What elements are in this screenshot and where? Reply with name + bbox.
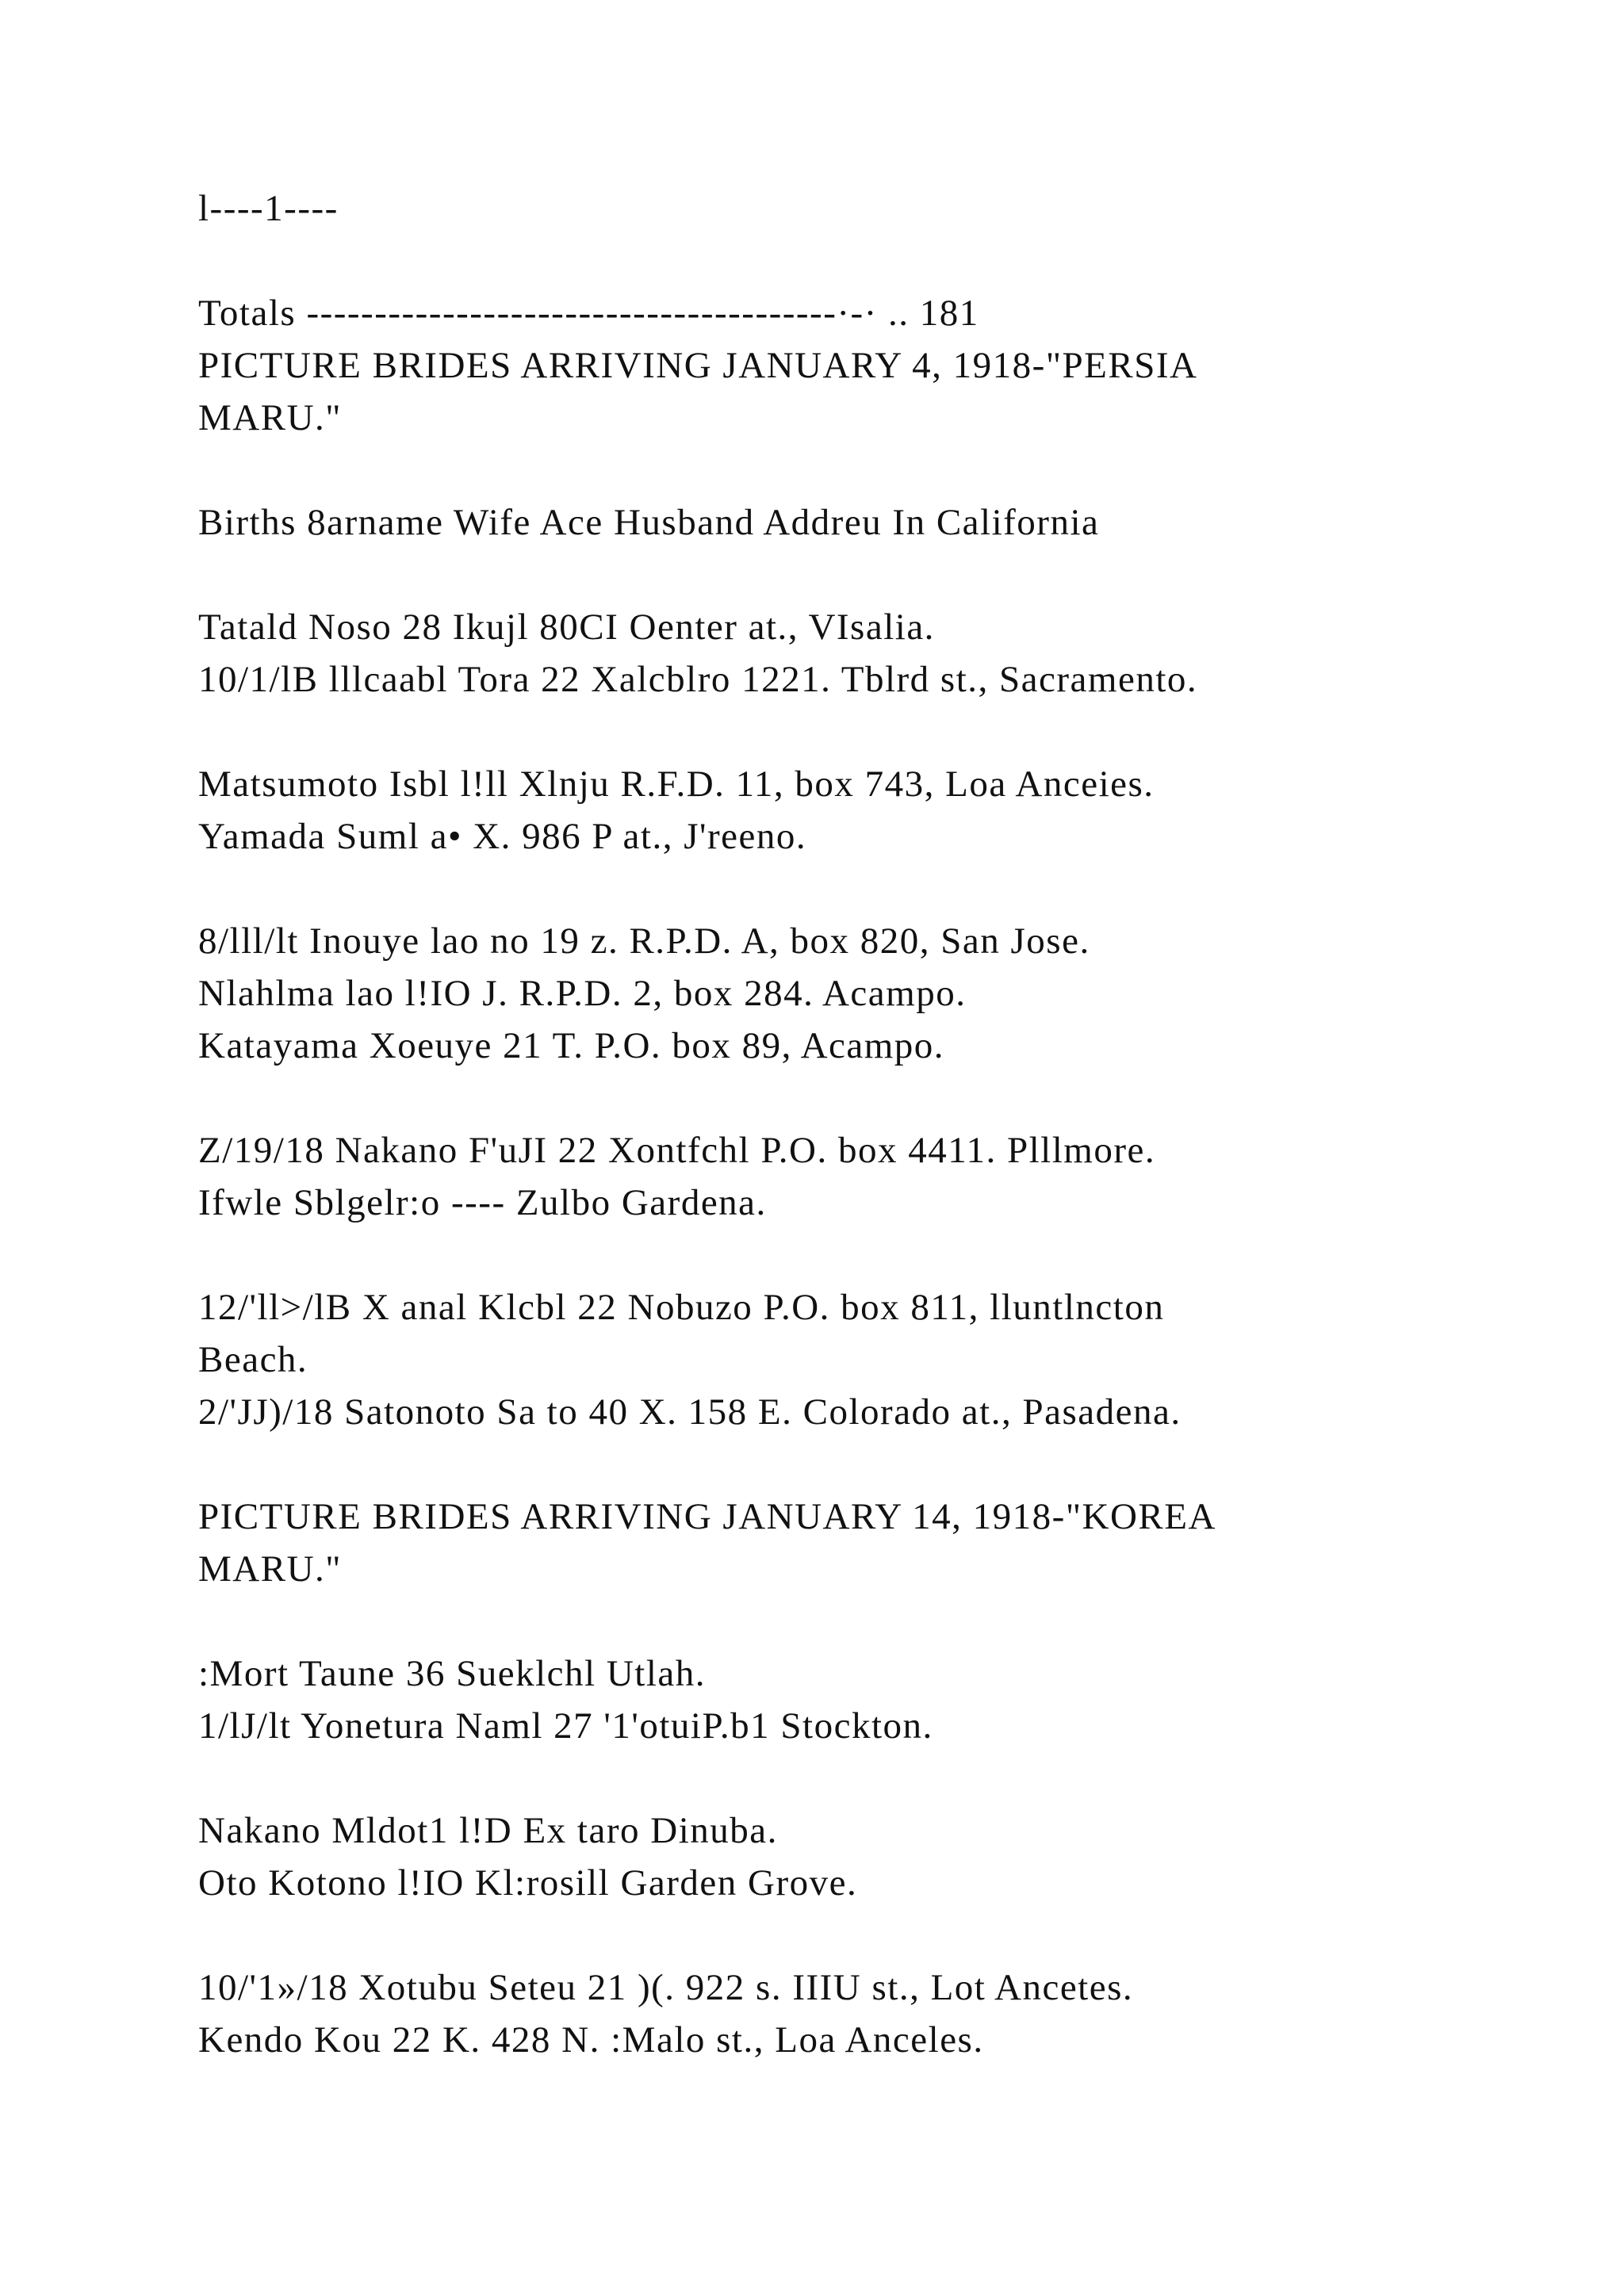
record-line: Kendo Kou 22 K. 428 N. :Malo st., Loa Anceles. <box>198 2019 984 2061</box>
record-line: 12/'ll>/lB X anal Klcbl 22 Nobuzo P.O. box 811, lluntlncton <box>198 1287 1165 1328</box>
section-heading-cont: MARU." <box>198 397 342 438</box>
blank-line <box>198 1438 1435 1490</box>
ruler-line: l----1---- <box>198 188 339 229</box>
record-line: 8/lll/lt Inouye lao no 19 z. R.P.D. A, box 820, San Jose. <box>198 920 1090 962</box>
blank-line <box>198 549 1435 601</box>
blank-line <box>198 1229 1435 1281</box>
record-line: Katayama Xoeuye 21 T. P.O. box 89, Acampo. <box>198 1025 945 1066</box>
column-headers: Births 8arname Wife Ace Husband Addreu In California <box>198 502 1100 543</box>
record-line: Oto Kotono l!IO Kl:rosill Garden Grove. <box>198 1862 858 1904</box>
record-line: 2/'JJ)/18 Satonoto Sa to 40 X. 158 E. Colorado at., Pasadena. <box>198 1391 1182 1433</box>
blank-line <box>198 1595 1435 1647</box>
section-heading-cont: MARU." <box>198 1548 342 1590</box>
record-line-cont: Beach. <box>198 1339 308 1380</box>
record-line: 10/'1»/18 Xotubu Seteu 21 )(. 922 s. IIIU st., Lot Ancetes. <box>198 1967 1134 2008</box>
record-line: Ifwle Sblgelr:o ---- Zulbo Gardena. <box>198 1182 767 1223</box>
record-line: Nakano Mldot1 l!D Ex taro Dinuba. <box>198 1810 778 1851</box>
record-line: 1/lJ/lt Yonetura Naml 27 '1'otuiP.b1 Stockton. <box>198 1705 933 1747</box>
record-line: Matsumoto Isbl l!ll Xlnju R.F.D. 11, box 743, Loa Anceies. <box>198 763 1155 805</box>
blank-line <box>198 235 1435 287</box>
record-line: Nlahlma lao l!IO J. R.P.D. 2, box 284. Acampo. <box>198 973 967 1014</box>
blank-line <box>198 863 1435 915</box>
record-line: 10/1/lB lllcaabl Tora 22 Xalcblro 1221. Tblrd st., Sacramento. <box>198 659 1198 700</box>
record-line: :Mort Taune 36 Sueklchl Utlah. <box>198 1653 707 1694</box>
record-line: Tatald Noso 28 Ikujl 80CI Oenter at., VIsalia. <box>198 607 935 648</box>
document-body <box>198 182 1435 2066</box>
blank-line <box>198 1072 1435 1124</box>
blank-line <box>198 1909 1435 1961</box>
record-line: Z/19/18 Nakano F'uJI 22 Xontfchl P.O. box 4411. Plllmore. <box>198 1130 1156 1171</box>
record-line: Yamada Suml a• X. 986 P at., J'reeno. <box>198 816 807 857</box>
blank-line <box>198 1752 1435 1804</box>
blank-line <box>198 444 1435 496</box>
section-heading: PICTURE BRIDES ARRIVING JANUARY 4, 1918-"PERSIA <box>198 345 1198 386</box>
blank-line <box>198 706 1435 758</box>
section-heading: PICTURE BRIDES ARRIVING JANUARY 14, 1918-"KOREA <box>198 1496 1216 1537</box>
totals-line: Totals ---------------------------------------·-· .. 181 <box>198 293 979 334</box>
